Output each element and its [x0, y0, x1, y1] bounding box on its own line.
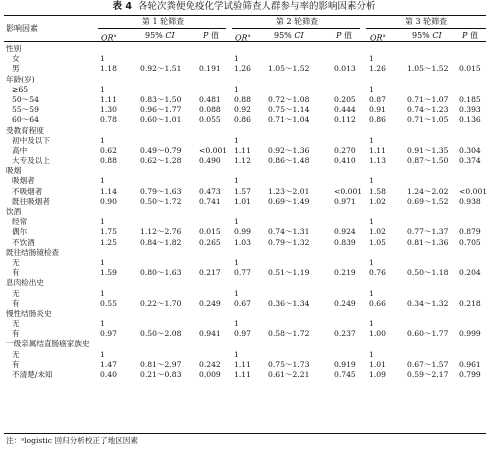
row-label: 不吸烟者: [12, 186, 43, 196]
cell-ci1: 0.79～1.63: [140, 186, 182, 196]
table-row: [0, 136, 488, 146]
cell-p1: 0.217: [199, 268, 221, 278]
category-row: [0, 126, 488, 136]
cell-ci1: 0.22～1.70: [140, 298, 182, 308]
cell-or3: 1: [369, 319, 374, 329]
cell-ci3: 0.87～1.50: [407, 156, 449, 166]
cell-p1: 0.265: [199, 237, 221, 247]
cell-or1: 1.11: [100, 94, 117, 104]
cell-ci3: 0.71～1.07: [407, 94, 449, 104]
cell-or3: 1: [369, 288, 374, 298]
cell-ci1: 0.62～1.28: [140, 156, 182, 166]
cell-or2: 1: [234, 319, 239, 329]
cell-or3: 1.01: [369, 359, 386, 369]
cell-p3: 0.961: [459, 359, 481, 369]
cell-or1: 1: [100, 135, 105, 145]
cell-p2: 0.839: [334, 237, 356, 247]
table-row: [0, 329, 488, 339]
cell-or3: 1: [369, 349, 374, 359]
cell-ci3: 1.05～1.52: [407, 64, 449, 74]
cell-or3: 1: [369, 135, 374, 145]
cell-ci3: 1.24～2.02: [407, 186, 449, 196]
row-label: 吸烟者: [12, 176, 35, 186]
cell-or1: 1.30: [100, 105, 117, 115]
cell-ci3: 0.77～1.37: [407, 227, 449, 237]
cell-ci3: 0.60～1.77: [407, 329, 449, 339]
cell-or3: 1.09: [369, 370, 386, 379]
cell-p3: 0.799: [459, 370, 481, 379]
row-label: 有: [12, 298, 20, 308]
cell-ci1: 0.50～2.08: [140, 329, 182, 339]
cell-ci2: 0.61～2.21: [268, 370, 310, 379]
header-or-2: $OR^a$: [235, 33, 251, 43]
row-label: 既往吸烟者: [12, 196, 50, 206]
cell-p2: 0.219: [334, 268, 356, 278]
row-label: 女: [12, 54, 20, 64]
round-1-rule: [98, 28, 226, 29]
cell-p2: 0.919: [334, 359, 356, 369]
cell-or1: 0.40: [100, 370, 117, 379]
table-row: [0, 105, 488, 115]
table-row: [0, 299, 488, 309]
row-label: 不清楚/未知: [12, 370, 53, 379]
cell-or3: 0.76: [369, 268, 386, 278]
table-title: [0, 1, 488, 13]
cell-ci1: 1.12～2.76: [140, 227, 182, 237]
cell-p1: 0.088: [199, 105, 221, 115]
cell-ci1: 0.92～1.51: [140, 64, 182, 74]
header-rule: [4, 41, 486, 42]
row-label: 无: [12, 349, 20, 359]
table-row: [0, 350, 488, 360]
cell-or3: 0.66: [369, 298, 386, 308]
cell-p1: 0.009: [199, 370, 221, 379]
cell-or3: 0.87: [369, 94, 386, 104]
cell-ci3: 0.91～1.35: [407, 145, 449, 155]
header-ci-3: 95% CI: [412, 31, 442, 40]
category-label: 性别: [6, 44, 22, 53]
header-factor: 影响因素: [6, 24, 38, 33]
category-label: 息肉检出史: [6, 278, 44, 288]
cell-ci1: 0.50～1.72: [140, 196, 182, 206]
cell-or1: 0.55: [100, 298, 117, 308]
cell-or2: 1: [234, 176, 239, 186]
cell-or3: 1: [369, 84, 374, 94]
cell-or2: 0.77: [234, 268, 251, 278]
cell-p1: 0.941: [199, 329, 221, 339]
table-title-text: 各轮次粪便免疫化学试验筛查人群参与率的影响因素分析: [137, 1, 376, 12]
cell-or2: 1.11: [234, 370, 251, 379]
table-row: [0, 54, 488, 64]
table-row: [0, 95, 488, 105]
table-body: [0, 44, 488, 380]
cell-p3: 0.393: [459, 105, 481, 115]
cell-or3: 1.02: [369, 196, 386, 206]
cell-or3: 0.86: [369, 115, 386, 125]
round-3-rule: [366, 28, 486, 29]
cell-ci3: 0.50～1.18: [407, 268, 449, 278]
cell-or3: 1.58: [369, 186, 386, 196]
row-label: 男: [12, 64, 20, 74]
cell-p2: <0.001: [334, 186, 363, 196]
table-row: [0, 156, 488, 166]
category-row: [0, 309, 488, 319]
category-label: 吸烟: [6, 166, 22, 176]
category-row: [0, 166, 488, 176]
cell-or1: 1: [100, 84, 105, 94]
cell-ci3: 0.67～1.57: [407, 359, 449, 369]
cell-ci1: 0.60～1.01: [140, 115, 182, 125]
table-row: [0, 258, 488, 268]
cell-p3: 0.705: [459, 237, 481, 247]
cell-ci2: 0.72～1.08: [268, 94, 310, 104]
table-row: [0, 268, 488, 278]
table-row: [0, 85, 488, 95]
cell-or1: 1: [100, 217, 105, 227]
row-label: 无: [12, 319, 20, 329]
row-label: 大专及以上: [12, 156, 50, 166]
category-label: 受教育程度: [6, 125, 44, 135]
row-label: 有: [12, 359, 20, 369]
category-label: 一级亲属结直肠癌家族史: [6, 339, 90, 349]
table-note: 注：ᵃlogistic 回归分析校正了地区因素: [6, 436, 138, 445]
cell-p2: 0.112: [334, 115, 356, 125]
cell-or2: 1: [234, 217, 239, 227]
row-label: 60～64: [12, 115, 39, 125]
cell-or1: 0.78: [100, 115, 117, 125]
cell-p2: 0.745: [334, 370, 356, 379]
cell-p1: 0.490: [199, 156, 221, 166]
cell-or1: 1: [100, 176, 105, 186]
cell-or1: 1.75: [100, 227, 117, 237]
row-label: 偶尔: [12, 227, 28, 237]
cell-p2: 0.205: [334, 94, 356, 104]
cell-ci3: 0.69～1.52: [407, 196, 449, 206]
header-ci-2: 95% CI: [274, 31, 304, 40]
row-label: ≥65: [12, 84, 29, 94]
header-round-1: 第 1 轮筛查: [141, 17, 185, 26]
cell-p2: 0.237: [334, 329, 356, 339]
cell-p2: 0.013: [334, 64, 356, 74]
cell-or1: 1.47: [100, 359, 117, 369]
cell-p2: 0.270: [334, 145, 356, 155]
cell-p3: 0.304: [459, 145, 481, 155]
cell-or3: 1: [369, 54, 374, 64]
row-label: 55～59: [12, 105, 39, 115]
category-row: [0, 339, 488, 349]
cell-or3: 1: [369, 257, 374, 267]
cell-or1: 1.59: [100, 268, 117, 278]
cell-p1: 0.191: [199, 64, 221, 74]
header-or-3: $OR^a$: [370, 33, 386, 43]
cell-p3: 0.879: [459, 227, 481, 237]
cell-p2: 0.444: [334, 105, 356, 115]
header-p-1: P 值: [203, 31, 219, 40]
cell-ci3: 0.81～1.36: [407, 237, 449, 247]
cell-ci3: 0.59～2.17: [407, 370, 449, 379]
cell-p3: 0.999: [459, 329, 481, 339]
cell-ci2: 0.75～1.73: [268, 359, 310, 369]
cell-p1: 0.249: [199, 298, 221, 308]
category-row: [0, 207, 488, 217]
table-row: [0, 360, 488, 370]
cell-ci2: 0.92～1.36: [268, 145, 310, 155]
table-row: [0, 319, 488, 329]
row-label: 无: [12, 257, 20, 267]
cell-or3: 1.13: [369, 156, 386, 166]
cell-p1: 0.741: [199, 196, 221, 206]
cell-p2: 0.410: [334, 156, 356, 166]
row-label: 初中及以下: [12, 135, 50, 145]
cell-ci1: 0.96～1.77: [140, 105, 182, 115]
row-label: 经常: [12, 217, 28, 227]
cell-p3: <0.001: [459, 186, 488, 196]
cell-p2: 0.971: [334, 196, 356, 206]
table-row: [0, 64, 488, 74]
cell-or2: 0.88: [234, 94, 251, 104]
cell-ci1: 0.49～0.79: [140, 145, 182, 155]
header-round-3: 第 3 轮筛查: [404, 17, 448, 26]
row-label: 有: [12, 268, 20, 278]
cell-or1: 1: [100, 54, 105, 64]
cell-or1: 1: [100, 257, 105, 267]
cell-or3: 1: [369, 176, 374, 186]
cell-ci2: 1.05～1.52: [268, 64, 310, 74]
cell-ci3: 0.71～1.05: [407, 115, 449, 125]
cell-or1: 1: [100, 288, 105, 298]
cell-or2: 1.12: [234, 156, 251, 166]
table-number: 表 4: [112, 1, 132, 12]
cell-or2: 1: [234, 54, 239, 64]
header-round-2: 第 2 轮筛查: [275, 17, 319, 26]
category-row: [0, 44, 488, 54]
category-row: [0, 75, 488, 85]
row-label: 50～54: [12, 94, 39, 104]
table-row: [0, 217, 488, 227]
cell-p1: 0.242: [199, 359, 221, 369]
cell-p1: 0.481: [199, 94, 221, 104]
cell-ci2: 0.58～1.72: [268, 329, 310, 339]
cell-ci2: 0.36～1.34: [268, 298, 310, 308]
cell-p3: 0.374: [459, 156, 481, 166]
cell-ci1: 0.84～1.82: [140, 237, 182, 247]
cell-or1: 1.18: [100, 64, 117, 74]
category-label: 既往结肠镜检查: [6, 247, 60, 257]
cell-or2: 1.57: [234, 186, 251, 196]
table-row: [0, 115, 488, 125]
cell-or2: 0.92: [234, 105, 251, 115]
top-rule: [4, 15, 486, 16]
cell-or2: 0.86: [234, 115, 251, 125]
cell-p1: 0.055: [199, 115, 221, 125]
cell-or1: 0.62: [100, 145, 117, 155]
cell-or2: 1: [234, 84, 239, 94]
cell-ci2: 0.86～1.48: [268, 156, 310, 166]
cell-or2: 0.67: [234, 298, 251, 308]
row-label: 无: [12, 288, 20, 298]
table-row: [0, 227, 488, 237]
row-label: 高中: [12, 145, 28, 155]
cell-or2: 1.11: [234, 145, 251, 155]
table-row: [0, 370, 488, 380]
cell-p2: 0.924: [334, 227, 356, 237]
cell-p1: 0.015: [199, 227, 221, 237]
cell-or3: 0.91: [369, 105, 386, 115]
category-row: [0, 278, 488, 288]
cell-p2: 0.249: [334, 298, 356, 308]
cell-or2: 1.11: [234, 359, 251, 369]
cell-ci2: 0.69～1.49: [268, 196, 310, 206]
cell-p1: 0.473: [199, 186, 221, 196]
cell-or1: 1.25: [100, 237, 117, 247]
table-row: [0, 197, 488, 207]
header-p-3: P 值: [462, 31, 478, 40]
cell-or2: 1.01: [234, 196, 251, 206]
table-row: [0, 146, 488, 156]
category-label: 慢性结肠炎史: [6, 308, 52, 318]
cell-p3: 0.204: [459, 268, 481, 278]
cell-ci2: 1.23～2.01: [268, 186, 310, 196]
round-2-rule: [232, 28, 360, 29]
table-row: [0, 176, 488, 186]
row-label: 有: [12, 329, 20, 339]
header-or-1: $OR^a$: [101, 33, 117, 43]
cell-or2: 1: [234, 288, 239, 298]
cell-or3: 1.05: [369, 237, 386, 247]
table-row: [0, 238, 488, 248]
cell-or2: 1: [234, 135, 239, 145]
row-label: 不饮酒: [12, 237, 35, 247]
cell-ci2: 0.71～1.04: [268, 115, 310, 125]
cell-or1: 0.97: [100, 329, 117, 339]
cell-ci1: 0.80～1.63: [140, 268, 182, 278]
cell-or3: 1.26: [369, 64, 386, 74]
cell-or1: 0.88: [100, 156, 117, 166]
cell-or2: 1: [234, 257, 239, 267]
header-p-2: P 值: [336, 31, 352, 40]
category-row: [0, 248, 488, 258]
table-row: [0, 289, 488, 299]
cell-p3: 0.136: [459, 115, 481, 125]
cell-ci1: 0.21～0.83: [140, 370, 182, 379]
cell-ci1: 0.81～2.97: [140, 359, 182, 369]
cell-or2: 1: [234, 349, 239, 359]
header-ci-1: 95% CI: [145, 31, 175, 40]
cell-or1: 1.14: [100, 186, 117, 196]
category-label: 年龄(岁): [6, 74, 35, 84]
cell-ci2: 0.74～1.31: [268, 227, 310, 237]
cell-p3: 0.218: [459, 298, 481, 308]
cell-ci3: 0.34～1.32: [407, 298, 449, 308]
cell-ci3: 0.74～1.23: [407, 105, 449, 115]
cell-or3: 1.02: [369, 227, 386, 237]
cell-or2: 1.03: [234, 237, 251, 247]
cell-or1: 1: [100, 349, 105, 359]
table-row: [0, 187, 488, 197]
cell-or2: 0.97: [234, 329, 251, 339]
cell-or3: 1: [369, 217, 374, 227]
cell-or2: 1.26: [234, 64, 251, 74]
cell-ci2: 0.75～1.14: [268, 105, 310, 115]
cell-p3: 0.185: [459, 94, 481, 104]
cell-p3: 0.938: [459, 196, 481, 206]
cell-or1: 0.90: [100, 196, 117, 206]
cell-ci2: 0.51～1.19: [268, 268, 310, 278]
cell-or3: 1.00: [369, 329, 386, 339]
cell-or1: 1: [100, 319, 105, 329]
cell-p3: 0.015: [459, 64, 481, 74]
bottom-rule: [4, 433, 486, 434]
cell-or3: 1.11: [369, 145, 386, 155]
cell-or2: 0.99: [234, 227, 251, 237]
category-label: 饮酒: [6, 207, 22, 216]
cell-p1: <0.001: [199, 145, 228, 155]
cell-ci1: 0.83～1.50: [140, 94, 182, 104]
cell-ci2: 0.79～1.32: [268, 237, 310, 247]
